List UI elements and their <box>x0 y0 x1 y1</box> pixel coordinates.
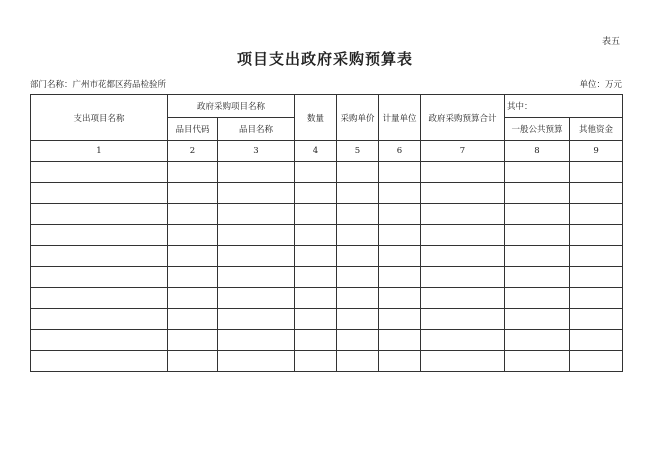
table-cell <box>570 183 623 204</box>
table-row <box>31 309 623 330</box>
table-cell <box>295 309 337 330</box>
column-number: 9 <box>570 141 623 162</box>
table-cell <box>218 267 295 288</box>
table-cell <box>295 225 337 246</box>
table-cell <box>379 288 421 309</box>
table-cell <box>337 288 379 309</box>
header-quantity: 数量 <box>295 95 337 141</box>
table-cell <box>379 267 421 288</box>
table-cell <box>168 351 218 372</box>
table-cell <box>31 246 168 267</box>
table-cell <box>295 204 337 225</box>
table-cell <box>505 183 570 204</box>
table-cell <box>31 330 168 351</box>
unit-label: 单位：万元 <box>579 80 622 90</box>
table-cell <box>379 309 421 330</box>
table-cell <box>218 330 295 351</box>
header-row-1 <box>31 95 623 118</box>
column-number: 7 <box>421 141 505 162</box>
table-cell <box>218 225 295 246</box>
header-measure-unit: 计量单位 <box>379 95 421 141</box>
column-number: 6 <box>379 141 421 162</box>
table-cell <box>337 246 379 267</box>
table-cell <box>295 162 337 183</box>
table-cell <box>570 288 623 309</box>
table-cell <box>218 309 295 330</box>
table-row <box>31 288 623 309</box>
table-cell <box>337 162 379 183</box>
table-row <box>31 267 623 288</box>
header-other-funds: 其他资金 <box>570 118 623 141</box>
table-cell <box>421 225 505 246</box>
table-row <box>31 204 623 225</box>
table-cell <box>337 267 379 288</box>
table-cell <box>421 183 505 204</box>
table-cell <box>337 351 379 372</box>
header-product-code: 品目代码 <box>168 118 218 141</box>
table-cell <box>421 330 505 351</box>
table-cell <box>295 267 337 288</box>
table-cell <box>570 204 623 225</box>
header-unit-price: 采购单价 <box>337 95 379 141</box>
header-procurement-item: 政府采购项目名称 <box>168 95 295 118</box>
table-cell <box>421 204 505 225</box>
table-cell <box>337 309 379 330</box>
page-title: 项目支出政府采购预算表 <box>236 50 413 68</box>
table-row <box>31 246 623 267</box>
table-cell <box>570 330 623 351</box>
header-budget-total: 政府采购预算合计 <box>421 95 505 141</box>
table-cell <box>31 225 168 246</box>
table-cell <box>168 288 218 309</box>
department-line <box>30 78 166 90</box>
table-cell <box>31 288 168 309</box>
header-general-budget: 一般公共预算 <box>505 118 570 141</box>
header-item-name: 支出项目名称 <box>31 95 168 141</box>
table-cell <box>379 162 421 183</box>
column-number: 3 <box>218 141 295 162</box>
table-cell <box>505 330 570 351</box>
table-cell <box>168 225 218 246</box>
table-cell <box>421 267 505 288</box>
column-number: 5 <box>337 141 379 162</box>
table-cell <box>421 351 505 372</box>
table-row <box>31 351 623 372</box>
table-cell <box>570 225 623 246</box>
table-cell <box>421 162 505 183</box>
table-cell <box>379 183 421 204</box>
table-body <box>31 162 623 372</box>
table-cell <box>337 204 379 225</box>
table-cell <box>31 162 168 183</box>
column-number: 4 <box>295 141 337 162</box>
table-cell <box>379 351 421 372</box>
header-product-name: 品目名称 <box>218 118 295 141</box>
table-cell <box>295 288 337 309</box>
table-cell <box>218 162 295 183</box>
table-cell <box>337 183 379 204</box>
table-cell <box>168 267 218 288</box>
header-of-which: 其中： <box>505 95 623 118</box>
table-cell <box>570 351 623 372</box>
table-cell <box>168 183 218 204</box>
table-row <box>31 225 623 246</box>
department-name: 广州市花都区药品检验所 <box>72 80 167 90</box>
table-cell <box>379 330 421 351</box>
table-cell <box>505 204 570 225</box>
table-cell <box>168 309 218 330</box>
table-cell <box>570 246 623 267</box>
table-cell <box>218 204 295 225</box>
procurement-budget-table <box>30 94 623 372</box>
table-cell <box>295 183 337 204</box>
table-cell <box>505 351 570 372</box>
table-cell <box>570 162 623 183</box>
table-cell <box>379 225 421 246</box>
table-cell <box>218 246 295 267</box>
meta-row <box>30 78 622 92</box>
table-cell <box>379 204 421 225</box>
table-cell <box>505 288 570 309</box>
table-cell <box>168 204 218 225</box>
table-cell <box>421 309 505 330</box>
table-cell <box>505 309 570 330</box>
table-cell <box>168 162 218 183</box>
table-cell <box>570 267 623 288</box>
department-label: 部门名称： <box>30 80 73 90</box>
column-number: 1 <box>31 141 168 162</box>
table-cell <box>31 309 168 330</box>
table-cell <box>295 330 337 351</box>
table-cell <box>505 246 570 267</box>
table-cell <box>218 183 295 204</box>
table-cell <box>295 351 337 372</box>
column-number: 2 <box>168 141 218 162</box>
table-cell <box>218 351 295 372</box>
table-row <box>31 330 623 351</box>
table-cell <box>31 204 168 225</box>
table-cell <box>570 309 623 330</box>
table-cell <box>505 267 570 288</box>
table-cell <box>505 225 570 246</box>
table-row <box>31 183 623 204</box>
table-cell <box>168 330 218 351</box>
column-number: 8 <box>505 141 570 162</box>
table-cell <box>421 288 505 309</box>
table-cell <box>31 183 168 204</box>
table-cell <box>31 351 168 372</box>
table-cell <box>505 162 570 183</box>
table-cell <box>31 267 168 288</box>
table-cell <box>218 288 295 309</box>
table-cell <box>337 225 379 246</box>
table-cell <box>295 246 337 267</box>
table-row <box>31 162 623 183</box>
table-cell <box>337 330 379 351</box>
table-cell <box>421 246 505 267</box>
table-number: 表五 <box>601 37 620 47</box>
table-cell <box>379 246 421 267</box>
column-number-row <box>31 141 623 162</box>
table-cell <box>168 246 218 267</box>
